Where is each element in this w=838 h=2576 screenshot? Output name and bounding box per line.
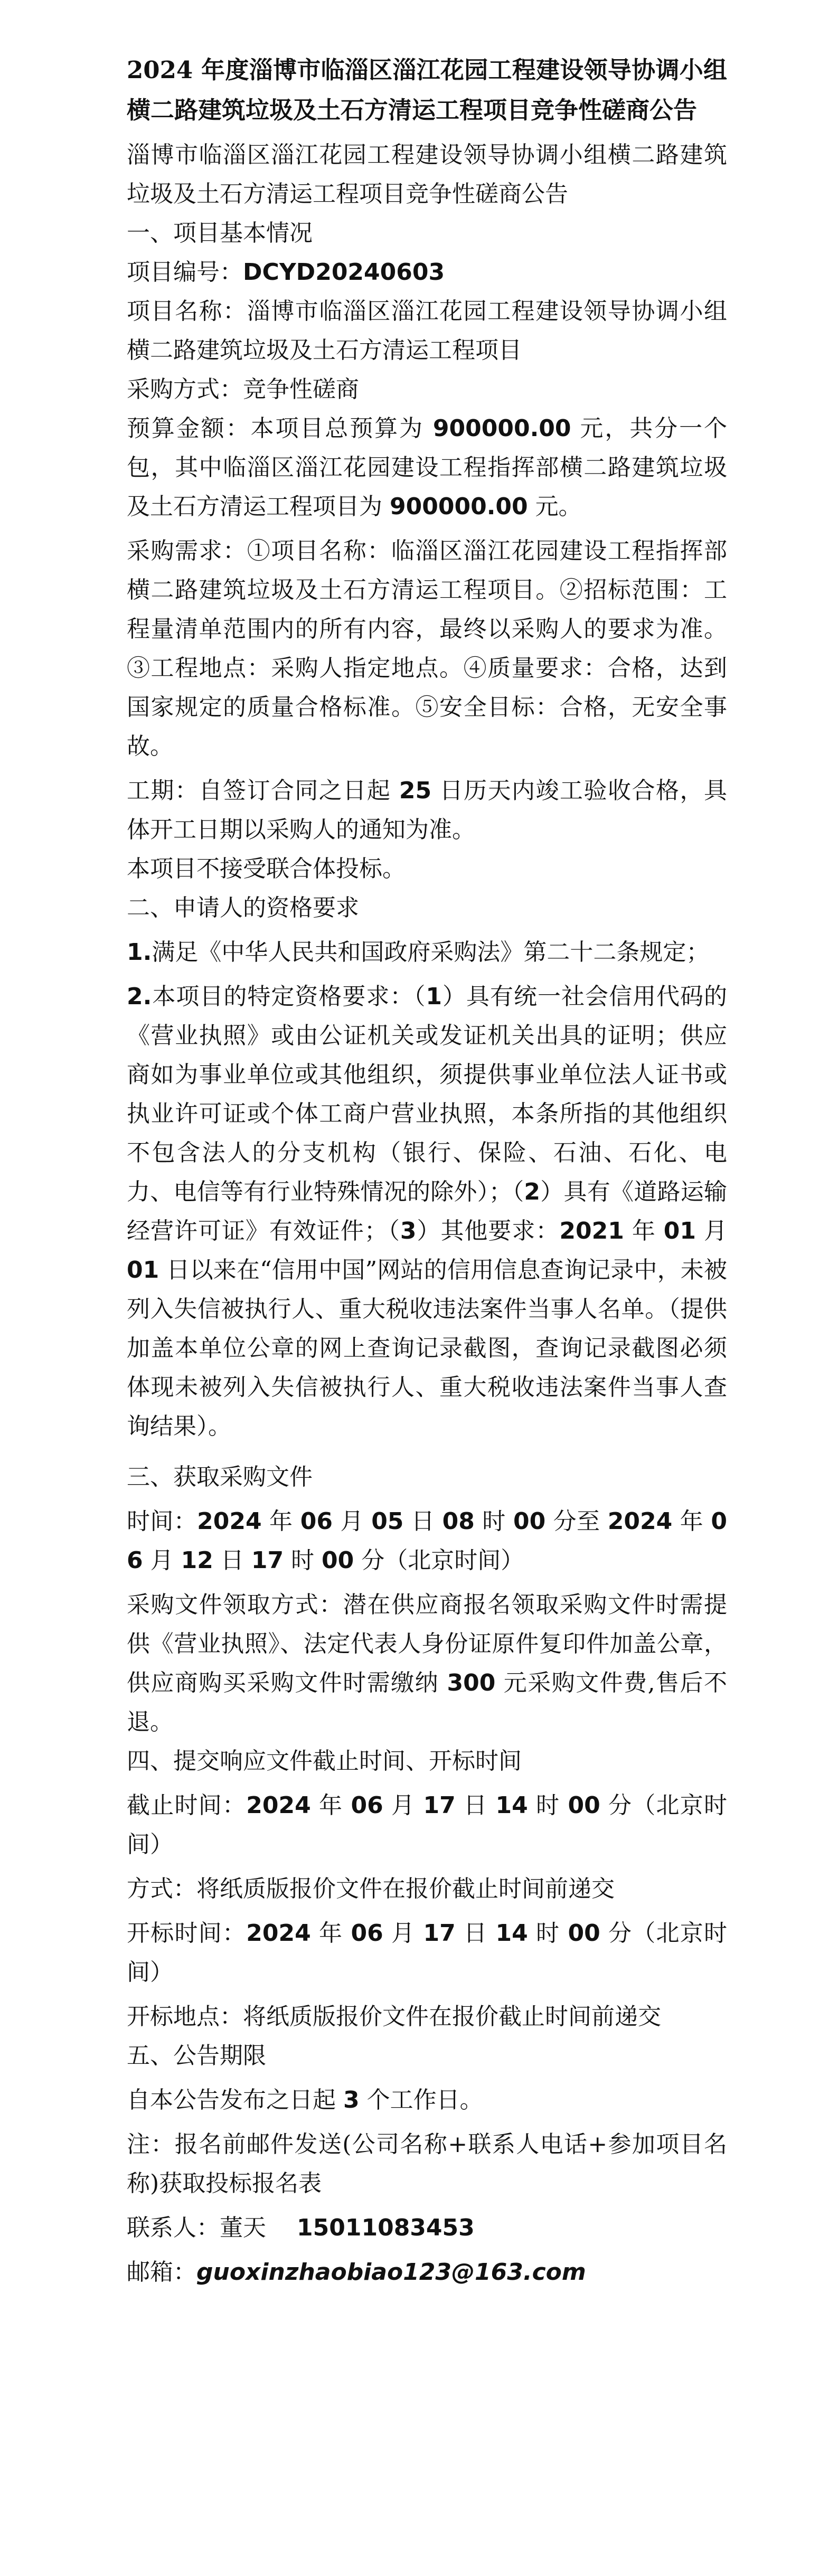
acq-start-hour: 08: [442, 1508, 475, 1535]
acq-t7: 月: [143, 1547, 181, 1574]
period-text-b: 个工作日。: [359, 2087, 483, 2113]
project-number-label: 项目编号：: [127, 259, 243, 286]
construction-period: [127, 771, 727, 850]
contact-label: 联系人：董天: [127, 2214, 297, 2241]
contact-person: [127, 2209, 727, 2248]
acq-start-day: 05: [371, 1508, 404, 1535]
deadline-minute: 00: [568, 1792, 600, 1819]
requirement-2-number: 2.: [127, 983, 152, 1010]
section1-heading: 一、项目基本情况: [127, 220, 313, 247]
req2-n2: 2: [524, 1178, 541, 1205]
req2-text-c: ）具有《道路运输经营许可证》有效证件；（: [127, 1178, 728, 1244]
section4-heading: 四、提交响应文件截止时间、开标时间: [127, 1748, 522, 1775]
deadline-t4: 时: [528, 1792, 568, 1819]
project-number: [127, 253, 727, 292]
contact-email: [127, 2253, 727, 2292]
acq-start-month: 06: [300, 1508, 333, 1535]
acq-time-label: 时间：: [127, 1508, 197, 1535]
opening-t1: 年: [310, 1920, 351, 1947]
contact-phone[interactable]: 15011083453: [297, 2214, 475, 2241]
requirement-1-number: 1.: [127, 939, 152, 966]
registration-note: 注：报名前邮件发送(公司名称+联系人电话+参加项目名称)获取投标报名表: [127, 2131, 727, 2197]
project-name: 项目名称：淄博市临淄区淄江花园工程建设领导协调小组横二路建筑垃圾及土石方清运工程项目: [127, 298, 727, 364]
submission-deadline: [127, 1786, 727, 1864]
opening-day: 17: [423, 1920, 456, 1947]
acq-end-minute: 00: [322, 1547, 354, 1574]
opening-t2: 月: [383, 1920, 423, 1947]
deadline-t3: 日: [455, 1792, 496, 1819]
acq-t9: 时: [284, 1547, 322, 1574]
budget-text-b: 元，共分一个包，其中临淄区淄江花园建设工程指挥部横二路建筑垃圾及土石方清运工程项目为: [127, 415, 727, 520]
opening-minute: 00: [568, 1920, 600, 1947]
acq-t10: 分（北京时间）: [354, 1547, 524, 1574]
email-link[interactable]: guoxinzhaobiao123@163.com: [196, 2259, 586, 2286]
no-consortium-note: 本项目不接受联合体投标。: [127, 855, 406, 882]
acq-t2: 月: [333, 1508, 372, 1535]
opening-year: 2024: [246, 1920, 311, 1947]
req2-text-g: 日以来在“信用中国”网站的信用信息查询记录中，未被列入失信被执行人、重大税收违法案件当事人名单。（提供加盖本单位公章的网上查询记录截图，查询记录截图必须体现未被列入失信被执行人、重大税收违法案件当事人查询结果）。: [127, 1257, 727, 1440]
requirement-1: [127, 933, 727, 972]
opening-time: [127, 1914, 727, 1992]
acquisition-time: [127, 1502, 727, 1580]
acq-method-text-b: 元采购文件费,售后不退。: [127, 1669, 727, 1735]
acquisition-method: [127, 1586, 727, 1742]
acq-t1: 年: [261, 1508, 300, 1535]
req2-month: 01: [663, 1218, 696, 1244]
deadline-t2: 月: [383, 1792, 423, 1819]
req2-text-d: ）其他要求：: [416, 1218, 560, 1244]
document-fee: 300: [447, 1669, 496, 1696]
acq-t5: 分至: [545, 1508, 608, 1535]
deadline-label: 截止时间：: [127, 1792, 247, 1819]
period-text-a: 工期：自签订合同之日起: [127, 777, 399, 804]
deadline-year: 2024: [246, 1792, 311, 1819]
project-number-value: DCYD20240603: [243, 259, 445, 286]
req2-text-b: ）具有统一社会信用代码的《营业执照》或由公证机关或发证机关出具的证明；供应商如为事业单位或其他组织，须提供事业单位法人证书或执业许可证或个体工商户营业执照，本条所指的其他组织不包含法人的分支机构（银行、保险、石油、石化、电力、电信等有行业特殊情况的除外）；（: [127, 983, 727, 1205]
opening-label: 开标时间：: [127, 1920, 247, 1947]
req2-n1: 1: [426, 983, 442, 1010]
email-label: 邮箱：: [127, 2259, 196, 2286]
deadline-day: 17: [423, 1792, 456, 1819]
budget-text-a: 预算金额：本项目总预算为: [127, 415, 433, 442]
document-title: 2024 年度淄博市临淄区淄江花园工程建设领导协调小组横二路建筑垃圾及土石方清运工程项目竞争性磋商公告: [127, 56, 727, 124]
budget-text-c: 元。: [528, 493, 582, 520]
section5-heading: 五、公告期限: [127, 2042, 266, 2069]
section2-heading: 二、申请人的资格要求: [127, 894, 359, 921]
acq-start-minute: 00: [513, 1508, 546, 1535]
deadline-hour: 14: [495, 1792, 528, 1819]
acq-start-year: 2024: [197, 1508, 262, 1535]
acq-end-month: 06: [127, 1508, 727, 1574]
period-workdays: 3: [343, 2087, 360, 2113]
opening-hour: 14: [495, 1920, 528, 1947]
req2-n3: 3: [400, 1218, 417, 1244]
acq-t6: 年: [672, 1508, 711, 1535]
budget-amount: [127, 409, 727, 526]
deadline-t1: 年: [310, 1792, 351, 1819]
period-text-a: 自本公告发布之日起: [127, 2087, 343, 2113]
req2-text-f: 月: [696, 1218, 727, 1244]
deadline-month: 06: [351, 1792, 383, 1819]
acq-end-year: 2024: [607, 1508, 673, 1535]
deadline-t5: 分（北京时间）: [127, 1792, 727, 1858]
document-subtitle: 淄博市临淄区淄江花园工程建设领导协调小组横二路建筑垃圾及土石方清运工程项目竞争性磋商公告: [127, 141, 727, 207]
req2-day: 01: [127, 1257, 159, 1284]
opening-t4: 时: [528, 1920, 568, 1947]
announcement-period: [127, 2081, 727, 2120]
procurement-method: 采购方式：竞争性磋商: [127, 376, 359, 403]
opening-t5: 分（北京时间）: [127, 1920, 727, 1986]
req2-text-e: 年: [624, 1218, 664, 1244]
opening-place: 开标地点：将纸质版报价文件在报价截止时间前递交: [127, 2003, 661, 2030]
acq-t4: 时: [474, 1508, 513, 1535]
req2-year: 2021: [559, 1218, 624, 1244]
period-days: 25: [399, 777, 432, 804]
acq-t8: 日: [213, 1547, 251, 1574]
acq-end-hour: 17: [251, 1547, 284, 1574]
requirement-2: [127, 977, 727, 1446]
budget-total: 900000.00: [432, 415, 571, 442]
acq-t3: 日: [403, 1508, 442, 1535]
submission-way: 方式：将纸质版报价文件在报价截止时间前递交: [127, 1875, 615, 1902]
opening-month: 06: [351, 1920, 383, 1947]
requirement-1-text: 满足《中华人民共和国政府采购法》第二十二条规定；: [152, 939, 710, 966]
budget-package: 900000.00: [390, 493, 528, 520]
opening-t3: 日: [455, 1920, 496, 1947]
req2-text-a: 本项目的特定资格要求：（: [152, 983, 426, 1010]
section3-heading: 三、获取采购文件: [127, 1464, 313, 1490]
acq-end-day: 12: [181, 1547, 213, 1574]
acq-method-text-a: 采购文件领取方式：潜在供应商报名领取采购文件时需提供《营业执照》、法定代表人身份证原件复印件加盖公章，供应商购买采购文件时需缴纳: [127, 1591, 727, 1696]
period-text-b: 日历天内竣工验收合格，具体开工日期以采购人的通知为准。: [127, 777, 727, 843]
procurement-demand: 采购需求：①项目名称：临淄区淄江花园建设工程指挥部横二路建筑垃圾及土石方清运工程项目。②招标范围：工程量清单范围内的所有内容，最终以采购人的要求为准。③工程地点：采购人指定地点。④质量要求：合格，达到国家规定的质量合格标准。⑤安全目标：合格，无安全事故。: [127, 537, 727, 760]
